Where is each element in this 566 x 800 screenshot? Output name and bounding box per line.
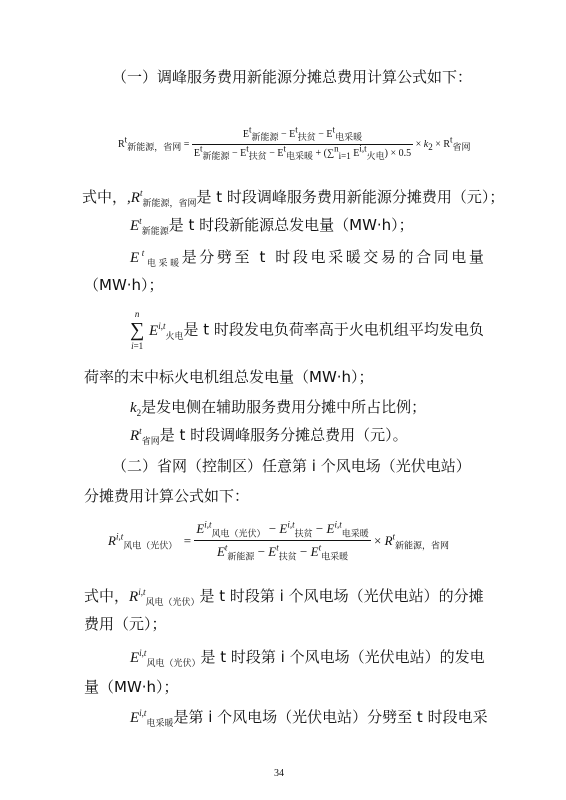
def-e-electric-heating: $E^t_{电采暖}$是分劈至 t 时段电采暖交易的合同电量 — [130, 248, 487, 268]
def-e-wind-pv: E$^{i,t}_{风电(光伏)}$是 t 时段第 i 个风电场（光伏电站）的发电 — [130, 648, 485, 668]
def-r-wind-pv: 式中，R$^{i,t}_{风电(光伏)}$是 t 时段第 i 个风电场（光伏电站）的分摊 — [84, 587, 484, 607]
def-r-new-energy: 式中，$,R^t_{新能源,省网}$是 t 时段调峰服务费用新能源分摊费用（元）； — [82, 188, 505, 208]
section-heading-1: （一）调峰服务费用新能源分摊总费用计算公式如下： — [112, 68, 473, 86]
def-e-wind-pv-cont: 量（MW·h）； — [84, 678, 179, 696]
def-sum-thermal-cont: 荷率的末中标火电机组总发电量（MW·h）； — [84, 368, 374, 386]
section-heading-2: （二）省网（控制区）任意第 i 个风电场（光伏电站） — [112, 457, 471, 475]
formula1-lhs-subscript: 新能源，省网 — [127, 141, 182, 152]
formula-wind-pv-allocation: R$^{i,t}_{风电(光伏)}$ = $\frac{E^{i,t}_{风电(光伏)} - E^{i,t}_{扶贫} - E^{i,t}_{电采暖}}{E^t_{新能源} - E^t_{扶贫} - E^t_{电采暖}}$ × $R^t_{新能源,省网}$ — [108, 519, 450, 562]
section-heading-2-cont: 分摊费用计算公式如下： — [84, 487, 250, 505]
formula-peak-shaving-total: $R^t_{新能源,省网}$ = $\frac{E^t_{新能源} - E^t_{扶贫} - E^t_{电采暖}}{E^t_{新能源} - E^t_{扶贫} - E^t_{电采暖} + (\sum^n_{i=1} E^{i,t}_{火电}) \times 0.5}$ × $k_2 \times R^t_{省网}$ — [118, 124, 471, 161]
def-sum-thermal: n ∑ i=1 E$^{i,t}_{火电}$是 t 时段发电负荷率高于火电机组平均发电负 — [130, 309, 484, 351]
def-r-grid: $R^t_{省网}$是 t 时段调峰服务分摊总费用（元）。 — [130, 426, 408, 446]
page-number: 34 — [274, 768, 284, 779]
def-k2: $k_2$是发电侧在辅助服务费用分摊中所占比例； — [130, 398, 427, 418]
def-r-wind-pv-cont: 费用（元）； — [84, 615, 167, 633]
def-e-new-energy: $E^t_{新能源}$是 t 时段新能源总发电量（MW·h）； — [130, 216, 414, 236]
def-e-electric-heating-unit: （MW·h）； — [84, 276, 164, 294]
def-e-heating-wind-pv: E$^{i,t}_{电采暖}$是第 i 个风电场（光伏电站）分劈至 t 时段电采 — [130, 708, 488, 728]
